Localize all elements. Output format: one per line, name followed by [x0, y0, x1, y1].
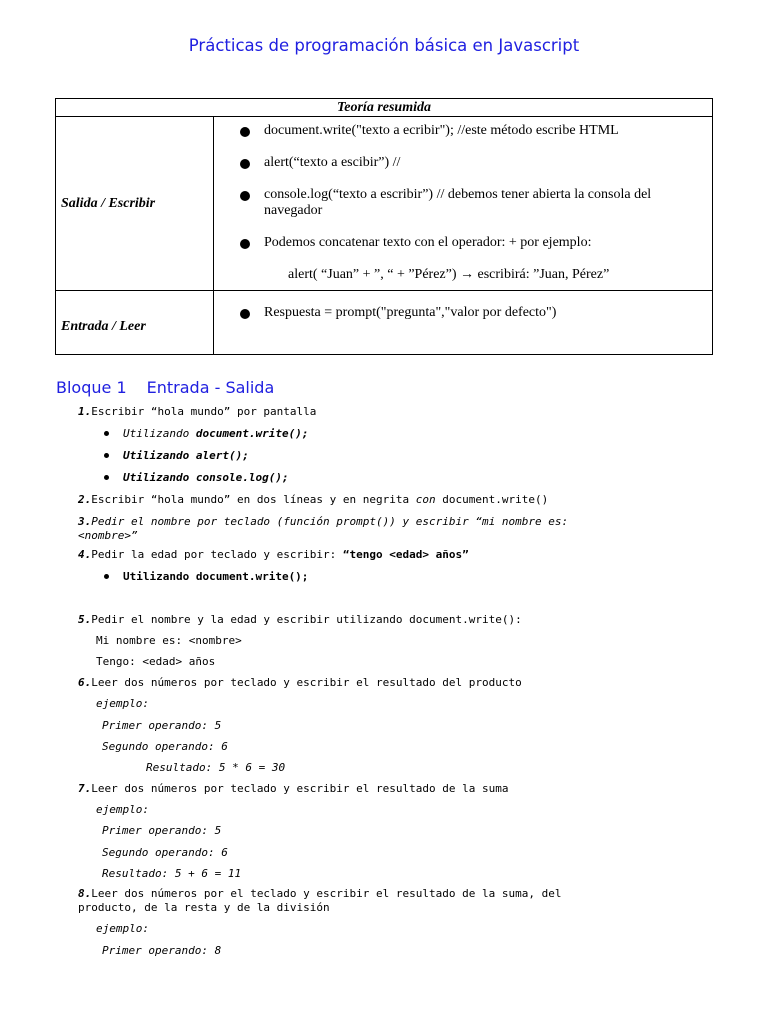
exercise-1-option-write: Utilizando document.write();	[104, 427, 308, 440]
bullet-icon	[104, 431, 109, 436]
exercise-1-option-console: Utilizando console.log();	[104, 471, 289, 484]
exercise-6-operand-1: Primer operando: 5	[102, 719, 222, 732]
bullet-icon	[104, 574, 109, 579]
exercise-6: 6.Leer dos números por teclado y escribir el resultado del producto	[78, 676, 522, 689]
exercise-6-operand-2: Segundo operando: 6	[102, 740, 228, 753]
exercise-5-line-2: Tengo: <edad> años	[96, 655, 216, 668]
exercise-5-line-1: Mi nombre es: <nombre>	[96, 634, 242, 647]
theory-table	[55, 98, 713, 355]
exercise-7-result: Resultado: 5 + 6 = 11	[102, 867, 242, 880]
output-item-concat: Podemos concatenar texto con el operador: + por ejemplo:	[240, 235, 702, 251]
bullet-icon	[240, 309, 250, 319]
input-label: Entrada / Leer	[56, 291, 214, 355]
bullet-icon	[240, 191, 250, 201]
exercise-6-result: Resultado: 5 * 6 = 30	[146, 761, 286, 774]
block-number: Bloque 1	[56, 378, 127, 397]
exercise-5: 5.Pedir el nombre y la edad y escribir utilizando document.write():	[78, 613, 522, 626]
bullet-icon	[104, 475, 109, 480]
concat-example: alert( “Juan” + ”, “ + ”Pérez”) → escribirá: ”Juan, Pérez”	[288, 266, 610, 282]
block-heading	[56, 378, 274, 397]
bullet-icon	[240, 127, 250, 137]
exercise-8-line-2: producto, de la resta y de la división	[78, 901, 330, 914]
exercise-2: 2.Escribir “hola mundo” en dos líneas y en negrita con document.write()	[78, 493, 549, 506]
exercise-8: 8.Leer dos números por el teclado y escribir el resultado de la suma, del	[78, 887, 562, 900]
exercise-4-option-write: Utilizando document.write();	[104, 570, 308, 583]
output-item-alert: alert(“texto a escibir”) //	[240, 155, 702, 171]
exercise-7-operand-1: Primer operando: 5	[102, 824, 222, 837]
bullet-icon	[240, 159, 250, 169]
exercise-6-example-label: ejemplo:	[96, 697, 149, 710]
exercise-4: 4.Pedir la edad por teclado y escribir: “tengo <edad> años”	[78, 548, 469, 561]
exercise-1: 1.Escribir “hola mundo” por pantalla	[78, 405, 317, 418]
block-name: Entrada - Salida	[146, 378, 275, 397]
exercise-8-example-label: ejemplo:	[96, 922, 149, 935]
exercise-1-option-alert: Utilizando alert();	[104, 449, 249, 462]
output-item-write: document.write("texto a ecribir"); //este método escribe HTML	[240, 123, 702, 139]
exercise-3-line-2: <nombre>”	[78, 529, 138, 542]
document-title: Prácticas de programación básica en Javascript	[188, 36, 580, 55]
exercise-8-operand-1: Primer operando: 8	[102, 944, 222, 957]
exercise-7-example-label: ejemplo:	[96, 803, 149, 816]
bullet-icon	[240, 239, 250, 249]
output-cell	[214, 117, 713, 291]
output-label: Salida / Escribir	[56, 117, 214, 291]
output-item-console: console.log(“texto a escribir”) // debemos tener abierta la consola del navegador	[240, 187, 702, 219]
exercise-7: 7.Leer dos números por teclado y escribir el resultado de la suma	[78, 782, 509, 795]
input-item-prompt: Respuesta = prompt("pregunta","valor por defecto")	[240, 305, 702, 321]
exercise-3: 3.Pedir el nombre por teclado (función prompt()) y escribir “mi nombre es:	[78, 515, 569, 528]
input-cell	[214, 291, 713, 355]
bullet-icon	[104, 453, 109, 458]
theory-header: Teoría resumida	[56, 99, 713, 117]
exercise-7-operand-2: Segundo operando: 6	[102, 846, 228, 859]
